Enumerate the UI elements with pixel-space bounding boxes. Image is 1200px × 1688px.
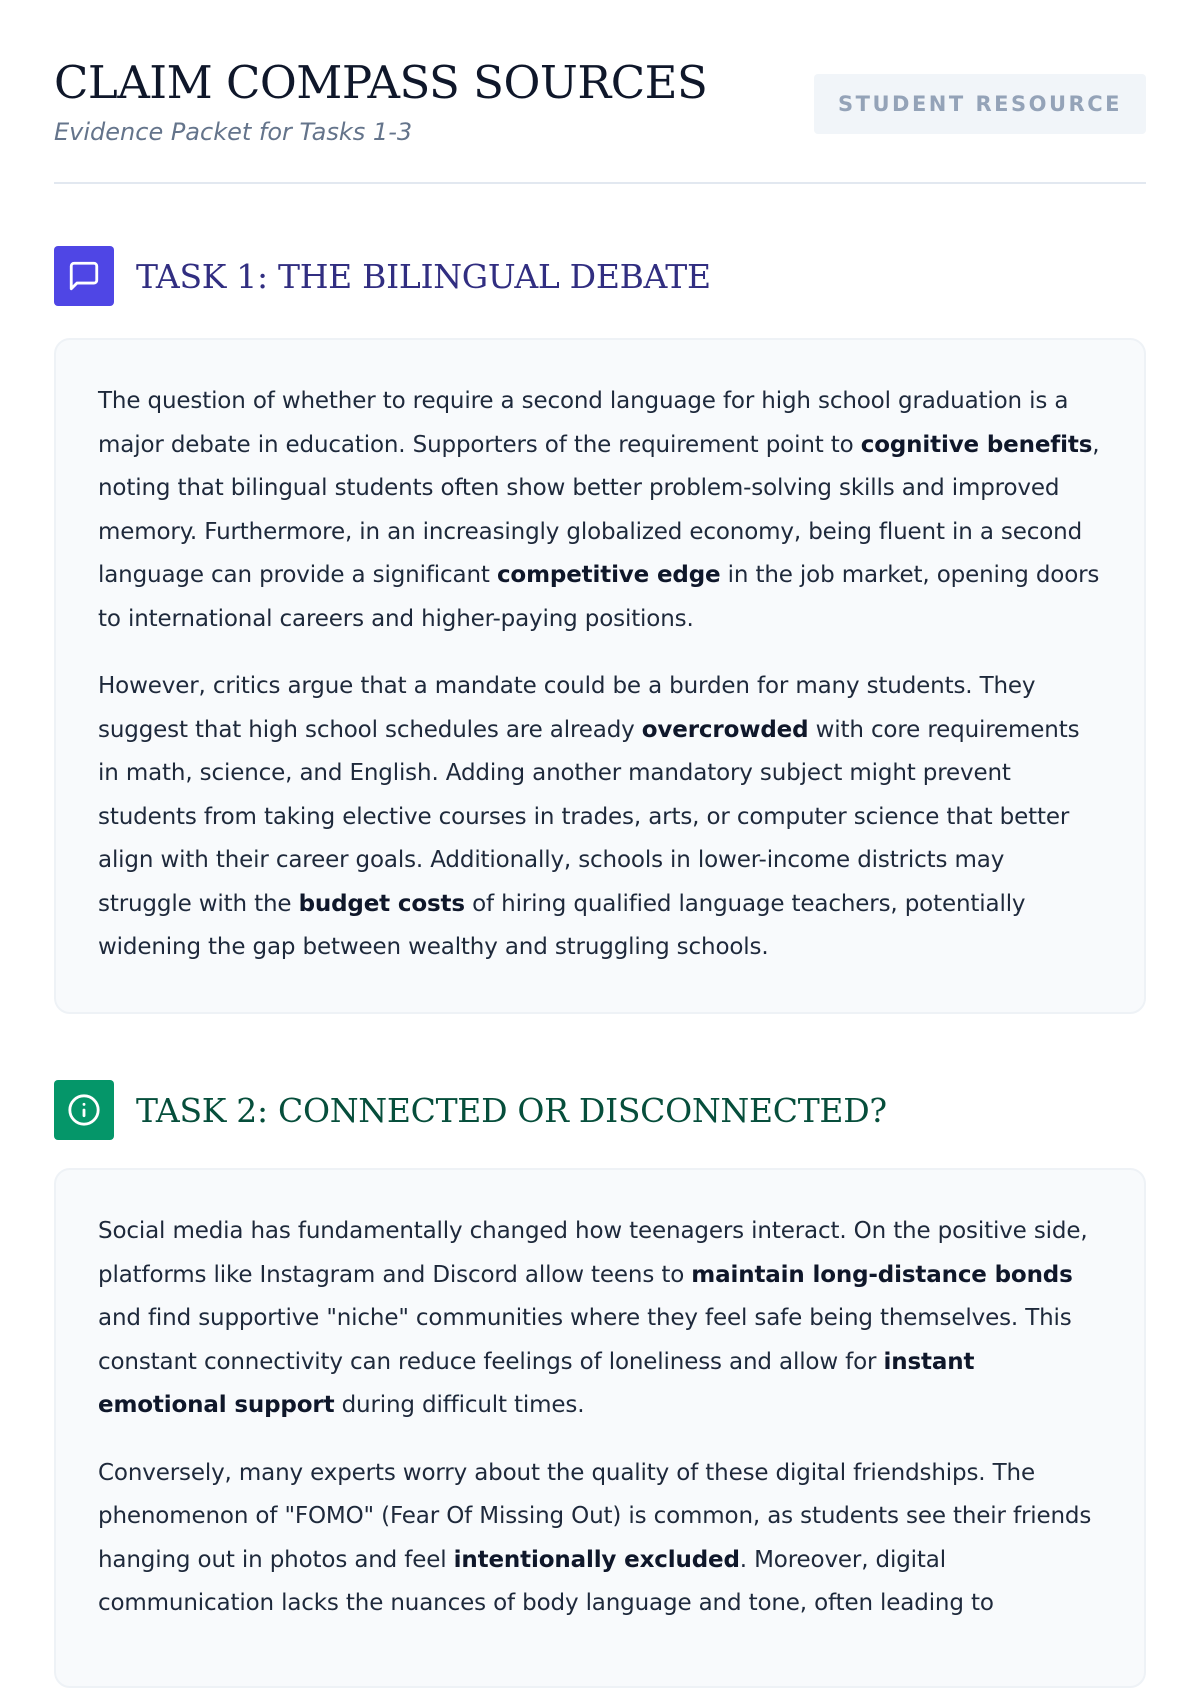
text-span: Conversely, many experts worry about the quality of these digital friendships. The phenomenon of "FOMO" (Fear Of Missing Out) is common, as students see their friends hanging out in photos and feel: [98, 1459, 1092, 1573]
text-span: during difficult times.: [334, 1392, 585, 1418]
text-span: . Moreover, digital communication lacks the nuances of body language and tone, often leading to: [98, 1546, 994, 1616]
task-1-title: TASK 1: THE BILINGUAL DEBATE: [136, 256, 711, 296]
text-span: , noting that bilingual students often show better problem-solving skills and improved memory. Furthermore, in an increasingly globalized economy, being fluent in a second language can provide a significant: [98, 431, 1100, 588]
task-1-paragraph-2: [98, 665, 1102, 970]
key-term: budget costs: [298, 890, 465, 917]
task-2-title: TASK 2: CONNECTED OR DISCONNECTED?: [136, 1090, 887, 1130]
text-span: and find supportive "niche" communities where they feel safe being themselves. This constant connectivity can reduce feelings of loneliness and allow for: [98, 1305, 1072, 1375]
text-span: in the job market, opening doors to international careers and higher-paying positions.: [98, 562, 1100, 632]
key-term: intentionally excluded: [453, 1546, 740, 1573]
text-span: Social media has fundamentally changed how teenagers interact. On the positive side, platforms like Instagram and Discord allow teens to: [98, 1218, 1088, 1288]
text-span: with core requirements in math, science, and English. Adding another mandatory subject might prevent students from taking elective courses in trades, arts, or computer science that better align with their career goals. Additionally, schools in lower-income districts may struggle with the: [98, 716, 1080, 917]
page-title: CLAIM COMPASS SOURCES: [54, 56, 708, 109]
task-2-paragraph-2: [98, 1452, 1102, 1626]
task-1-heading: [54, 246, 711, 306]
task-1-source-card: [54, 338, 1146, 1014]
task-2-heading: [54, 1080, 887, 1140]
student-resource-badge: STUDENT RESOURCE: [814, 74, 1146, 134]
text-span: The question of whether to require a second language for high school graduation is a major debate in education. Supporters of the requirement point to: [98, 388, 1069, 458]
info-circle-icon: [54, 1080, 114, 1140]
text-span: of hiring qualified language teachers, potentially widening the gap between wealthy and struggling schools.: [98, 890, 1026, 960]
page-subtitle: Evidence Packet for Tasks 1-3: [54, 118, 413, 146]
key-term: competitive edge: [496, 562, 721, 588]
key-term: maintain long-distance bonds: [691, 1261, 1073, 1288]
key-term: instant emotional support: [98, 1348, 975, 1418]
key-term: overcrowded: [641, 716, 809, 743]
text-span: However, critics argue that a mandate could be a burden for many students. They suggest that high school schedules are already: [98, 673, 1036, 743]
packet-header: [54, 0, 1146, 184]
task-1-paragraph-1: [98, 380, 1102, 641]
task-2-paragraph-1: [98, 1210, 1102, 1428]
message-square-icon: [54, 246, 114, 306]
key-term: cognitive benefits: [860, 431, 1093, 458]
task-2-source-card: [54, 1168, 1146, 1688]
